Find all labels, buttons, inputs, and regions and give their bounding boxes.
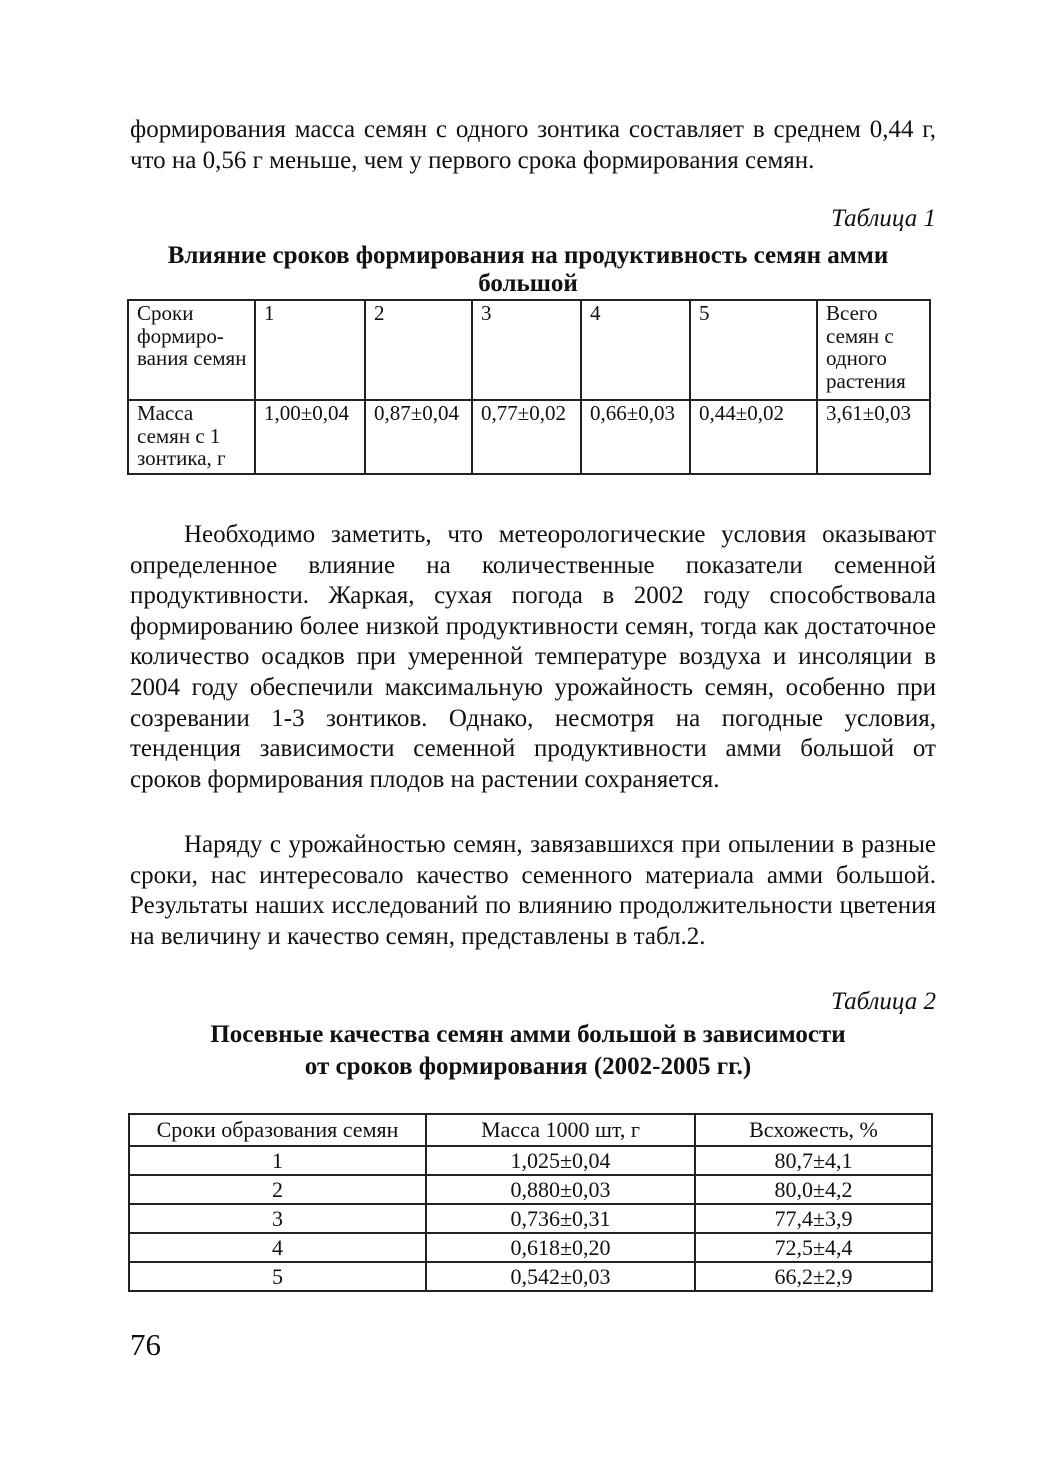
table2-header-cell: Сроки образования семян [129,1114,426,1146]
paragraph-top: формирования масса семян с одного зонтика составляет в среднем 0,44 г, что на 0,56 г меньше, чем у первого срока формирования семян. [130,116,936,174]
table1-header-row [128,300,930,400]
table2-header-cell: Масса 1000 шт, г [426,1114,695,1146]
table1-header-cell: 3 [472,300,581,400]
table1-cell: 0,87±0,04 [365,400,472,474]
table1-header-cell: Всего семян с одного растения [817,300,930,400]
paragraph-2: Необходимо заметить, что метеорологические условия оказывают определенное влияние на количественные показатели семенной продуктивности. Жаркая, сухая погода в 2002 году способствовала формированию более низкой продуктивности семян, тогда как достаточное количество осадков при умеренной температуре воздуха и инсоляции в 2004 году обеспечили максимальную урожайность семян, особенно при созревании 1-3 зонтиков. Однако, несмотря на погодные условия, тенденция зависимости семенной продуктивности амми большой от сроков формирования плодов на растении сохраняется. [130,521,936,793]
table2-row [129,1233,932,1262]
table1-title: Влияние сроков формирования на продуктивность семян амми большой [167,242,889,297]
table1-cell: 1,00±0,04 [255,400,365,474]
page-number: 76 [130,1327,161,1362]
table2-row [129,1204,932,1233]
table2-cell: 0,542±0,03 [426,1262,695,1291]
table1-caption: Таблица 1 [831,205,936,232]
table2-cell: 0,736±0,31 [426,1204,695,1233]
table1-cell: 3,61±0,03 [817,400,930,474]
table1-header-cell: 2 [365,300,472,400]
table1-header-cell: 1 [255,300,365,400]
table1-cell: 0,77±0,02 [472,400,581,474]
table2-cell: 1 [129,1146,426,1175]
table2-cell: 3 [129,1204,426,1233]
table2-cell: 1,025±0,04 [426,1146,695,1175]
table2-cell: 2 [129,1175,426,1204]
table1-cell: 0,66±0,03 [581,400,690,474]
paragraph-3: Наряду с урожайностью семян, завязавшихся при опылении в разные сроки, нас интересовало качество семенного материала амми большой. Результаты наших исследований по влиянию продолжительности цветения на величину и качество семян, представлены в табл.2. [130,831,936,950]
table2 [128,1113,933,1292]
table2-cell: 0,880±0,03 [426,1175,695,1204]
table2-cell: 5 [129,1262,426,1291]
table2-cell: 72,5±4,4 [695,1233,932,1262]
table2-row [129,1175,932,1204]
table2-cell: 80,0±4,2 [695,1175,932,1204]
table2-cell: 0,618±0,20 [426,1233,695,1262]
table1-row [128,400,930,474]
table2-cell: 80,7±4,1 [695,1146,932,1175]
table2-caption: Таблица 2 [831,988,936,1015]
table2-header-cell: Всхожесть, % [695,1114,932,1146]
table2-row [129,1262,932,1291]
table2-cell: 4 [129,1233,426,1262]
table2-title-line1: Посевные качества семян амми большой в зависимости [210,1021,846,1048]
table2-title-line2: от сроков формирования (2002-2005 гг.) [304,1053,752,1080]
table1-cell: Масса семян с 1 зонтика, г [128,400,255,474]
table1-header-cell: 5 [690,300,817,400]
table1-header-cell: Сроки формиро-вания семян [128,300,255,400]
table2-cell: 66,2±2,9 [695,1262,932,1291]
table2-header-row [129,1114,932,1146]
table2-row [129,1146,932,1175]
table1-cell: 0,44±0,02 [690,400,817,474]
table1-header-cell: 4 [581,300,690,400]
table2-cell: 77,4±3,9 [695,1204,932,1233]
table1 [127,299,931,475]
